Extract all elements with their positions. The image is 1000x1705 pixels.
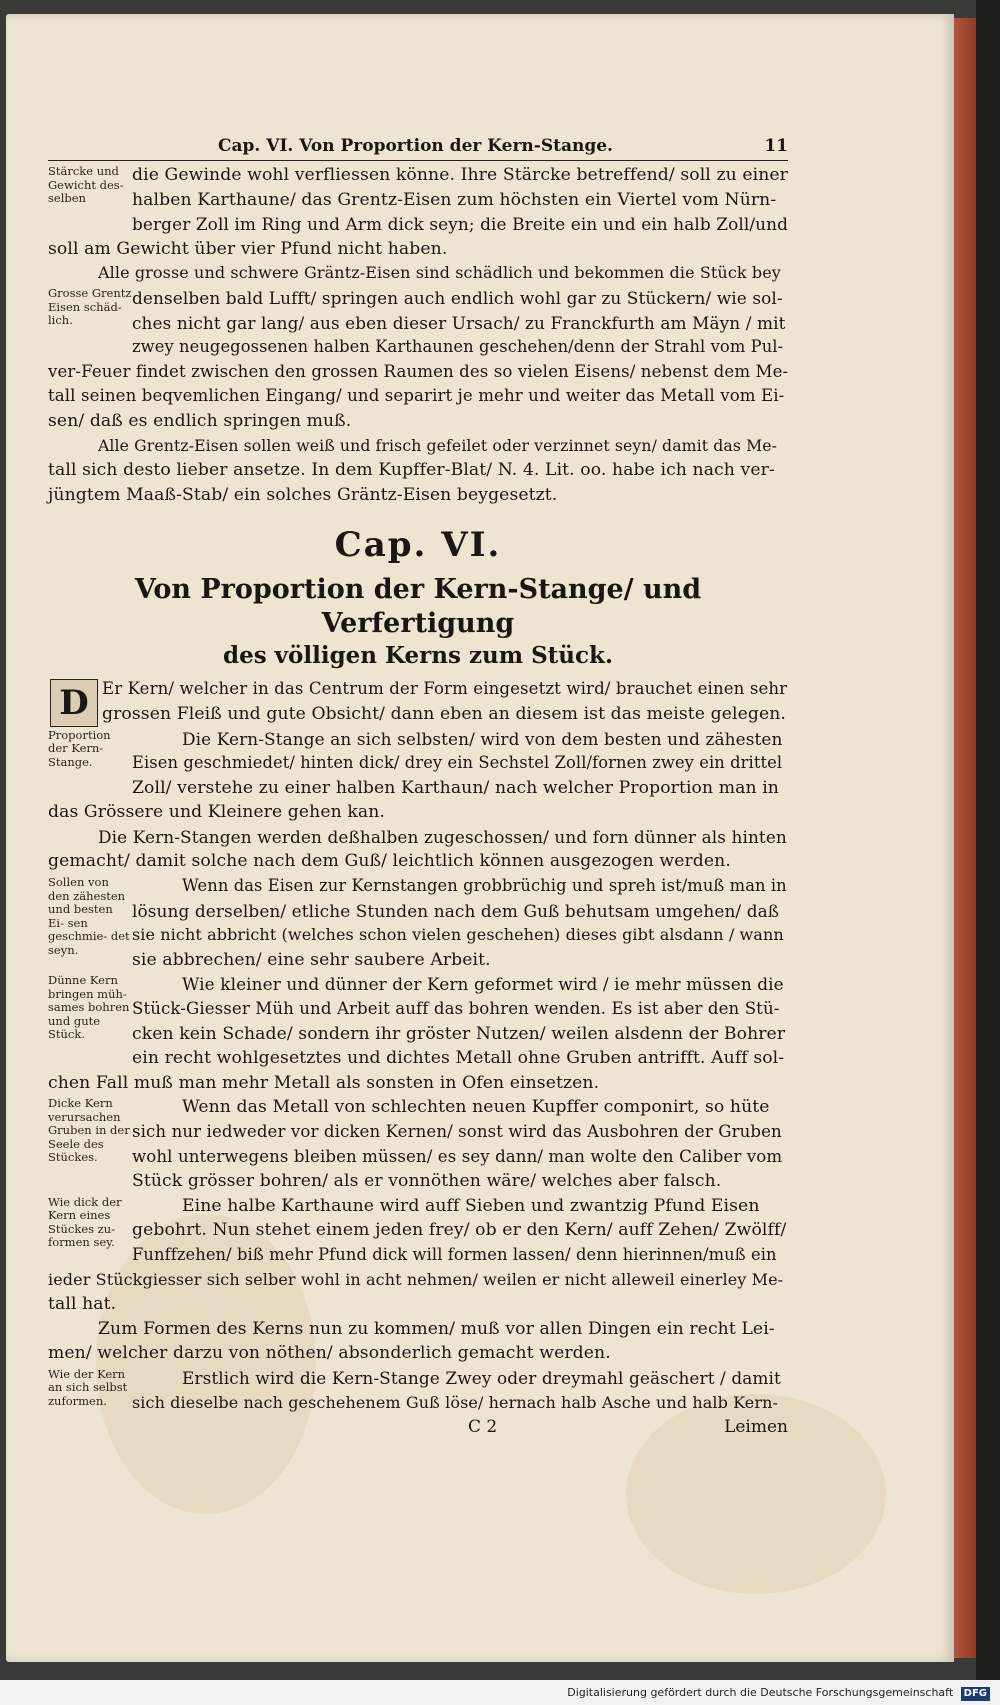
text-line: halben Karthaune/ das Grentz-Eisen zum höchsten ein Viertel vom Nürn- [132, 189, 777, 210]
signature-mark: C 2 [468, 1417, 498, 1438]
text-line: ein recht wohlgesetztes und dichtes Metall ohne Gruben antrifft. Auff sol- [132, 1048, 785, 1069]
section-proportion [48, 727, 788, 875]
text-line: tall sich desto lieber ansetze. In dem Kupffer-Blat/ N. 4. Lit. oo. habe ich nach ver- [48, 460, 775, 481]
text-line: sie nicht abbricht (welches schon vielen geschehen) dieses gibt alsdann / wann [132, 925, 784, 945]
text-line: wohl unterwegens bleiben müssen/ es sey dann/ man wolte den Caliber vom [132, 1146, 783, 1166]
text-line: gemacht/ damit solche nach dem Guß/ leichtlich können ausgezogen werden. [48, 851, 731, 872]
opening-paragraph [48, 677, 788, 726]
text-line: ches nicht gar lang/ aus eben dieser Ursach/ zu Franckfurth am Mäyn / mit [132, 312, 786, 333]
text-line: men/ welcher darzu von nöthen/ absonderlich gemacht werden. [48, 1343, 611, 1364]
running-head-title: Cap. VI. Von Proportion der Kern-Stange. [218, 136, 613, 156]
text-line: ver-Feuer findet zwischen den grossen Raumen des so vielen Eisens/ nebenst dem Me- [48, 361, 789, 381]
section-eisen [48, 874, 788, 972]
text-line: grossen Fleiß und gute Obsicht/ dann eben an diesem ist das meiste gelegen. [102, 703, 786, 724]
text-line: sich dieselbe nach geschehenem Guß löse/ hernach halb Asche und halb Kern- [132, 1392, 778, 1412]
section-kern-formen [48, 1366, 788, 1415]
margin-note: Dünne Kern bringen müh- sames bohren und gute Stück. [48, 973, 130, 1042]
text-line: sen/ daß es endlich springen muß. [48, 410, 352, 431]
text-line: cken kein Schade/ sondern ihr gröster Nutzen/ weilen alsdenn der Bohrer [132, 1023, 786, 1044]
text-line: tall hat. [48, 1294, 117, 1315]
drop-cap: D [50, 679, 98, 727]
text-line: Die Kern-Stange an sich selbsten/ wird von dem besten und zähesten [182, 728, 783, 749]
margin-note: Proportion der Kern- Stange. [48, 727, 111, 769]
text-line: jüngtem Maaß-Stab/ ein solches Gräntz-Eisen beygesetzt. [48, 484, 558, 505]
text-line: denselben bald Lufft/ springen auch endlich wohl gar zu Stückern/ wie sol- [132, 287, 783, 308]
chapter-subtitle: des völligen Kerns zum Stück. [223, 642, 613, 670]
text-line: sie abbrechen/ eine sehr saubere Arbeit. [132, 949, 491, 970]
text-line: soll am Gewicht über vier Pfund nicht haben. [48, 238, 448, 259]
book-binding [976, 0, 1000, 1680]
text-line: Stück-Giesser Müh und Arbeit auff das bohren wenden. Es ist aber den Stü- [132, 999, 780, 1019]
text-line: Zoll/ verstehe zu einer halben Karthaun/ nach welcher Proportion man in [132, 777, 779, 798]
text-line: ieder Stückgiesser sich selber wohl in acht nehmen/ weilen er nicht alleweil einerley Me- [48, 1269, 784, 1289]
chapter-title: Von Proportion der Kern-Stange/ und Verfertigung [134, 574, 702, 640]
text-line: Stück grösser bohren/ als er vonnöthen wäre/ welches aber falsch. [132, 1171, 722, 1192]
text-line: Eine halbe Karthaune wird auff Sieben und zwantzig Pfund Eisen [182, 1195, 760, 1216]
text-line: Er Kern/ welcher in das Centrum der Form eingesetzt wird/ brauchet einen sehr [102, 679, 788, 699]
text-line: Alle grosse und schwere Gräntz-Eisen sind schädlich und bekommen die Stück bey [98, 263, 781, 283]
book-edge [954, 18, 976, 1658]
digitization-footer [0, 1680, 1000, 1705]
section-wie-dick [48, 1194, 788, 1366]
text-line: zwey neugegossenen halben Karthaunen geschehen/denn der Strahl vom Pul- [132, 337, 784, 357]
text-line: sich nur iedweder vor dicken Kernen/ sonst wird das Ausbohren der Gruben [132, 1122, 782, 1141]
intro-block [48, 163, 788, 507]
section-dicke-kern [48, 1095, 788, 1193]
margin-note: Stärcke und Gewicht des- selben [48, 164, 124, 205]
page-content [48, 130, 788, 1441]
dfg-logo: DFG [961, 1687, 990, 1701]
text-line: die Gewinde wohl verfliessen könne. Ihre Stärcke betreffend/ soll zu einer [132, 165, 788, 185]
text-line: Eisen geschmiedet/ hinten dick/ drey ein Sechstel Zoll/fornen zwey ein drittel [132, 753, 783, 773]
text-line: Wenn das Metall von schlechten neuen Kupffer componirt, so hüte [182, 1097, 770, 1118]
text-line: Zum Formen des Kerns nun zu kommen/ muß vor allen Dingen ein recht Lei- [98, 1318, 775, 1339]
text-line: berger Zoll im Ring und Arm dick seyn; die Breite ein und ein halb Zoll/und [132, 214, 789, 235]
text-line: Wie kleiner und dünner der Kern geformet wird / ie mehr müssen die [182, 974, 784, 995]
running-head [48, 130, 788, 161]
catchword: Leimen [724, 1417, 788, 1438]
text-line: Erstlich wird die Kern-Stange Zwey oder dreymahl geäschert / damit [182, 1367, 781, 1388]
footer-text: Digitalisierung gefördert durch die Deutsche Forschungsgemeinschaft [567, 1686, 954, 1699]
text-line: das Grössere und Kleinere gehen kan. [48, 802, 385, 823]
text-line: tall seinen beqvemlichen Eingang/ und separirt je mehr und weiter das Metall vom Ei- [48, 386, 785, 406]
page-bottom [48, 1415, 788, 1441]
text-line: gebohrt. Nun stehet einem jeden frey/ ob er den Kern/ auff Zehen/ Zwölff/ [132, 1220, 787, 1241]
text-line: Die Kern-Stangen werden deßhalben zugeschossen/ und forn dünner als hinten [98, 826, 787, 847]
chapter-heading: Cap. VI. [334, 525, 502, 566]
text-line: Wenn das Eisen zur Kernstangen grobbrüchig und spreh ist/muß man in [182, 876, 787, 896]
text-line: Funffzehen/ biß mehr Pfund dick will formen lassen/ denn hierinnen/muß ein [132, 1244, 777, 1264]
text-line: chen Fall muß man mehr Metall als sonsten in Ofen einsetzen. [48, 1072, 600, 1093]
text-line: lösung derselben/ etliche Stunden nach dem Guß behutsam umgehen/ daß [132, 900, 780, 921]
margin-note: Wie der Kern an sich selbst zuformen. [48, 1366, 128, 1408]
margin-note: Sollen von den zähesten und besten Ei- sen geschmie- det seyn. [48, 875, 130, 957]
section-duenne-kern [48, 972, 788, 1095]
margin-note: Dicke Kern verursachen Gruben in der Seele des Stückes. [48, 1096, 130, 1165]
margin-note: Grosse Grentz Eisen schäd- lich. [48, 286, 132, 327]
text-line: Alle Grentz-Eisen sollen weiß und frisch gefeilet oder verzinnet seyn/ damit das Me- [98, 435, 778, 455]
margin-note: Wie dick der Kern eines Stückes zu- formen sey. [48, 1194, 122, 1250]
page-number: 11 [764, 136, 788, 156]
